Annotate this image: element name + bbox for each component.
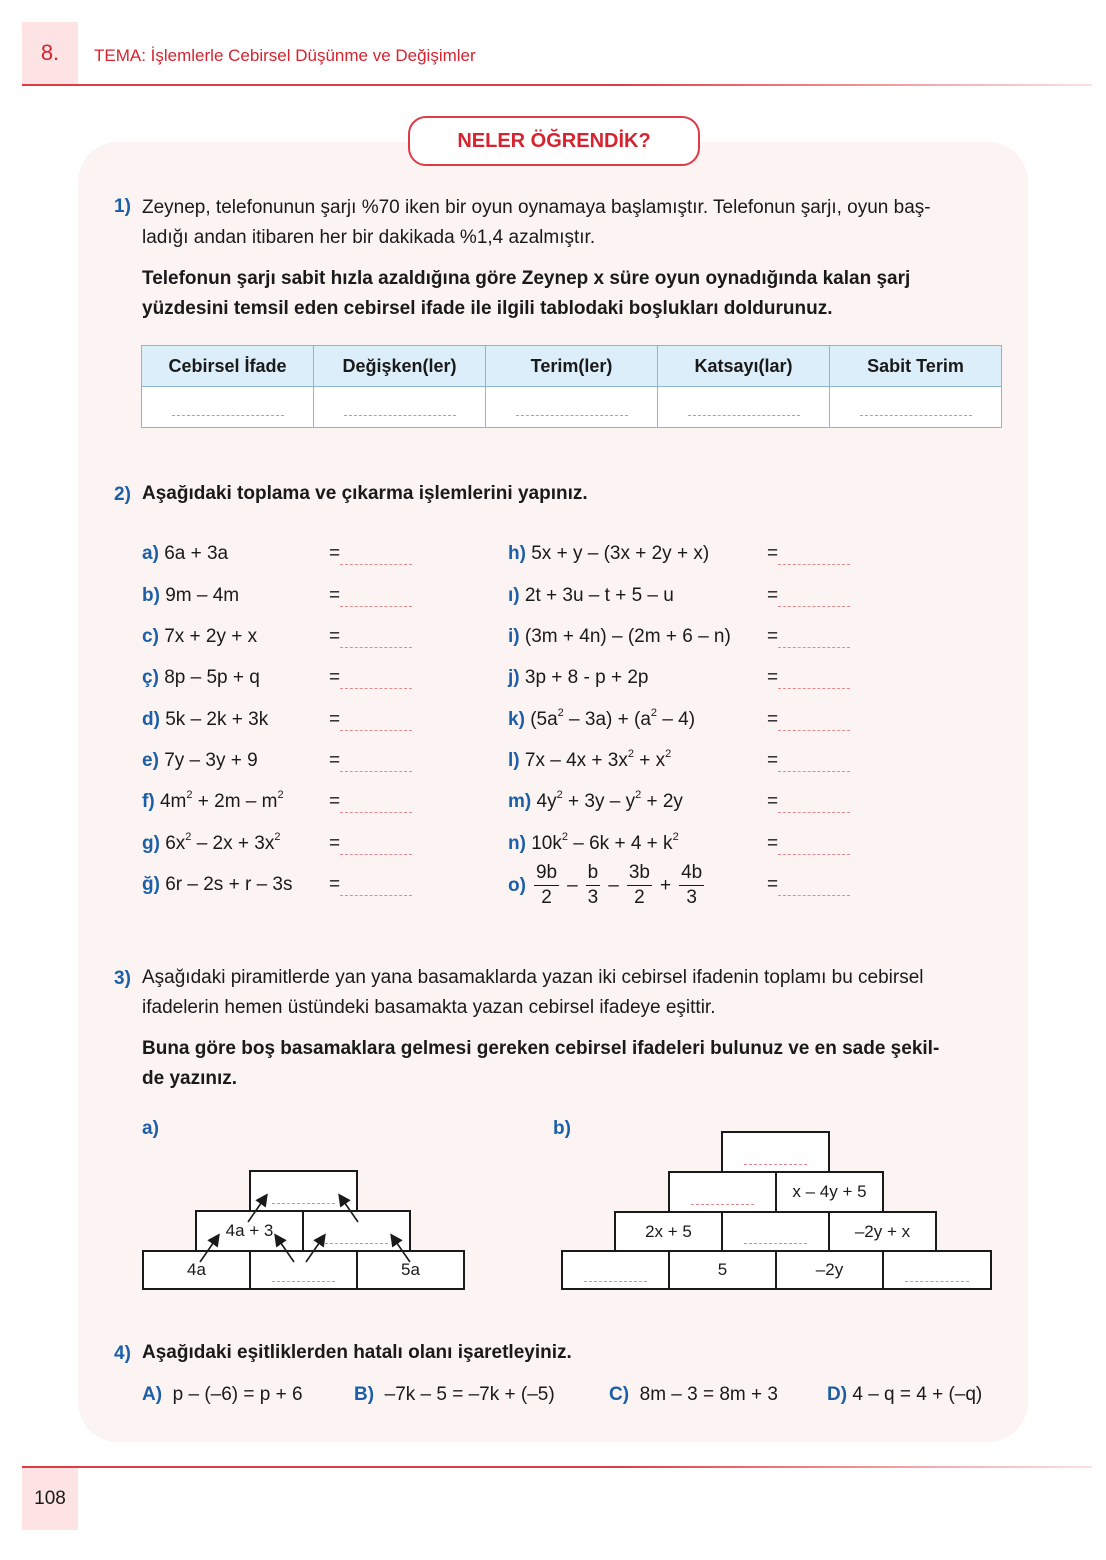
q2-item-c: c) 7x + 2y + x (142, 626, 258, 647)
q3-line2: ifadelerin hemen üstündeki basamakta yazan cebirsel ifadeye eşittir. (142, 997, 716, 1018)
answer-blank[interactable] (516, 393, 628, 416)
q2-number: 2) (114, 484, 131, 505)
answer-slot[interactable]: = (767, 874, 850, 896)
q2-item-e: e) 7y – 3y + 9 (142, 750, 258, 771)
pyramid-a-label: a) (142, 1118, 159, 1139)
answer-slot[interactable]: = (767, 750, 850, 772)
q4-option-b[interactable]: B) –7k – 5 = –7k + (–5) (354, 1384, 555, 1405)
answer-slot[interactable]: = (329, 543, 412, 565)
q1-number: 1) (114, 196, 131, 217)
q4-title: Aşağıdaki eşitliklerden hatalı olanı işaretleyiniz. (142, 1342, 572, 1363)
answer-cell[interactable] (830, 387, 1002, 428)
pyramid-b-top-brick[interactable] (721, 1131, 830, 1173)
header-divider (22, 84, 1092, 86)
answer-cell[interactable] (314, 387, 486, 428)
q2-item-d: d) 5k – 2k + 3k (142, 709, 269, 730)
answer-blank[interactable] (688, 393, 800, 416)
answer-slot[interactable]: = (329, 874, 412, 896)
q3-instruction-2: de yazınız. (142, 1068, 238, 1089)
table-header: Değişken(ler) (314, 346, 486, 387)
answer-slot[interactable]: = (767, 791, 850, 813)
answer-slot[interactable]: = (767, 626, 850, 648)
q2-item-a: a) 6a + 3a (142, 543, 229, 564)
answer-slot[interactable]: = (767, 667, 850, 689)
answer-slot[interactable]: = (329, 833, 412, 855)
answer-slot[interactable]: = (329, 667, 412, 689)
pyramid-a-mid-left-brick: 4a + 3 (195, 1210, 304, 1252)
q2-item-i: i) (3m + 4n) – (2m + 6 – n) (508, 626, 731, 647)
q3-instruction-1: Buna göre boş basamaklara gelmesi gereken cebirsel ifadeleri bulunuz ve en sade şekil- (142, 1038, 940, 1059)
q2-item-o: o) $\frac{9b}{2}$ – $\frac{b}{3}$ – $\frac{3b}{2}$ + $\frac{4b}{3}$ (508, 862, 703, 908)
q1-table (141, 345, 1002, 428)
q2-item-k: k) $(5a^2 - 3a) + (a^2 - 4)$ (508, 706, 696, 730)
pyramid-b-bottom-2-brick: 5 (668, 1250, 777, 1290)
pyramid-b-row3-left-brick: 2x + 5 (614, 1211, 723, 1252)
footer-divider (22, 1466, 1092, 1468)
q2-item-n: n) $10k^2 - 6k + 4 + k^2$ (508, 830, 679, 854)
table-header: Katsayı(lar) (658, 346, 830, 387)
answer-cell[interactable] (142, 387, 314, 428)
q2-item-gg: ğ) 6r – 2s + r – 3s (142, 874, 293, 895)
q4-option-d[interactable]: D) 4 – q = 4 + (–q) (827, 1384, 983, 1405)
answer-slot[interactable]: = (767, 833, 850, 855)
q2-item-l: l) $7x - 4x + 3x^2 + x^2$ (508, 747, 672, 771)
pyramid-b-bottom-1-brick[interactable] (561, 1250, 670, 1290)
q2-item-b: b) 9m – 4m (142, 585, 240, 606)
answer-blank[interactable] (860, 393, 972, 416)
answer-cell[interactable] (486, 387, 658, 428)
q1-instruction-2: yüzdesini temsil eden cebirsel ifade ile ilgili tablodaki boşlukları doldurunuz. (142, 298, 833, 319)
answer-blank[interactable] (172, 393, 284, 416)
q2-item-h: h) 5x + y – (3x + 2y + x) (508, 543, 710, 564)
answer-slot[interactable]: = (329, 585, 412, 607)
q2-item-cc: ç) 8p – 5p + q (142, 667, 260, 688)
q2-item-f: f) $4m^2 + 2m - m^2$ (142, 788, 284, 812)
q4-option-a[interactable]: A) p – (–6) = p + 6 (142, 1384, 303, 1405)
answer-cell[interactable] (658, 387, 830, 428)
answer-blank[interactable] (344, 393, 456, 416)
answer-slot[interactable]: = (329, 750, 412, 772)
q3-line1: Aşağıdaki piramitlerde yan yana basamaklarda yazan iki cebirsel ifadenin toplamı bu cebirsel (142, 967, 924, 988)
q1-line2: ladığı andan itibaren her bir dakikada %1,4 azalmıştır. (142, 227, 596, 248)
pyramid-a-bottom-right-brick: 5a (356, 1250, 465, 1290)
pyramid-b-row3-middle-brick[interactable] (721, 1211, 830, 1252)
section-title: NELER ÖĞRENDİK? (408, 116, 700, 166)
pyramid-b-bottom-4-brick[interactable] (882, 1250, 992, 1290)
pyramid-b-row2-left-brick[interactable] (668, 1171, 777, 1213)
q1-instruction-1: Telefonun şarjı sabit hızla azaldığına göre Zeynep x süre oyun oynadığında kalan şarj (142, 268, 911, 289)
pyramid-b-bottom-3-brick: –2y (775, 1250, 884, 1290)
q2-item-j: j) 3p + 8 - p + 2p (508, 667, 649, 688)
q4-number: 4) (114, 1343, 131, 1364)
q1-line1: Zeynep, telefonunun şarjı %70 iken bir oyun oynamaya başlamıştır. Telefonun şarjı, oyun baş- (142, 197, 931, 218)
table-header: Sabit Terim (830, 346, 1002, 387)
theme-title: TEMA: İşlemlerle Cebirsel Düşünme ve Değişimler (94, 46, 476, 65)
pyramid-b-row2-right-brick: x – 4y + 5 (775, 1171, 884, 1213)
pyramid-b-row3-right-brick: –2y + x (828, 1211, 937, 1252)
table-header: Cebirsel İfade (142, 346, 314, 387)
pyramid-a-arrows (142, 1170, 467, 1292)
q3-number: 3) (114, 968, 131, 989)
grade-number: 8. (22, 22, 78, 84)
pyramid-a-bottom-left-brick: 4a (142, 1250, 251, 1290)
answer-slot[interactable]: = (767, 585, 850, 607)
answer-slot[interactable]: = (767, 709, 850, 731)
answer-slot[interactable]: = (329, 709, 412, 731)
table-header: Terim(ler) (486, 346, 658, 387)
q2-title: Aşağıdaki toplama ve çıkarma işlemlerini yapınız. (142, 483, 588, 504)
q4-option-c[interactable]: C) 8m – 3 = 8m + 3 (609, 1384, 778, 1405)
q2-item-m: m) $4y^2 + 3y - y^2 + 2y$ (508, 788, 683, 812)
q2-item-ii: ı) 2t + 3u – t + 5 – u (508, 585, 674, 606)
answer-slot[interactable]: = (329, 791, 412, 813)
answer-slot[interactable]: = (767, 543, 850, 565)
pyramid-b-label: b) (553, 1118, 571, 1139)
answer-slot[interactable]: = (329, 626, 412, 648)
q2-item-g: g) $6x^2 - 2x + 3x^2$ (142, 830, 281, 854)
page-number: 108 (22, 1468, 78, 1530)
